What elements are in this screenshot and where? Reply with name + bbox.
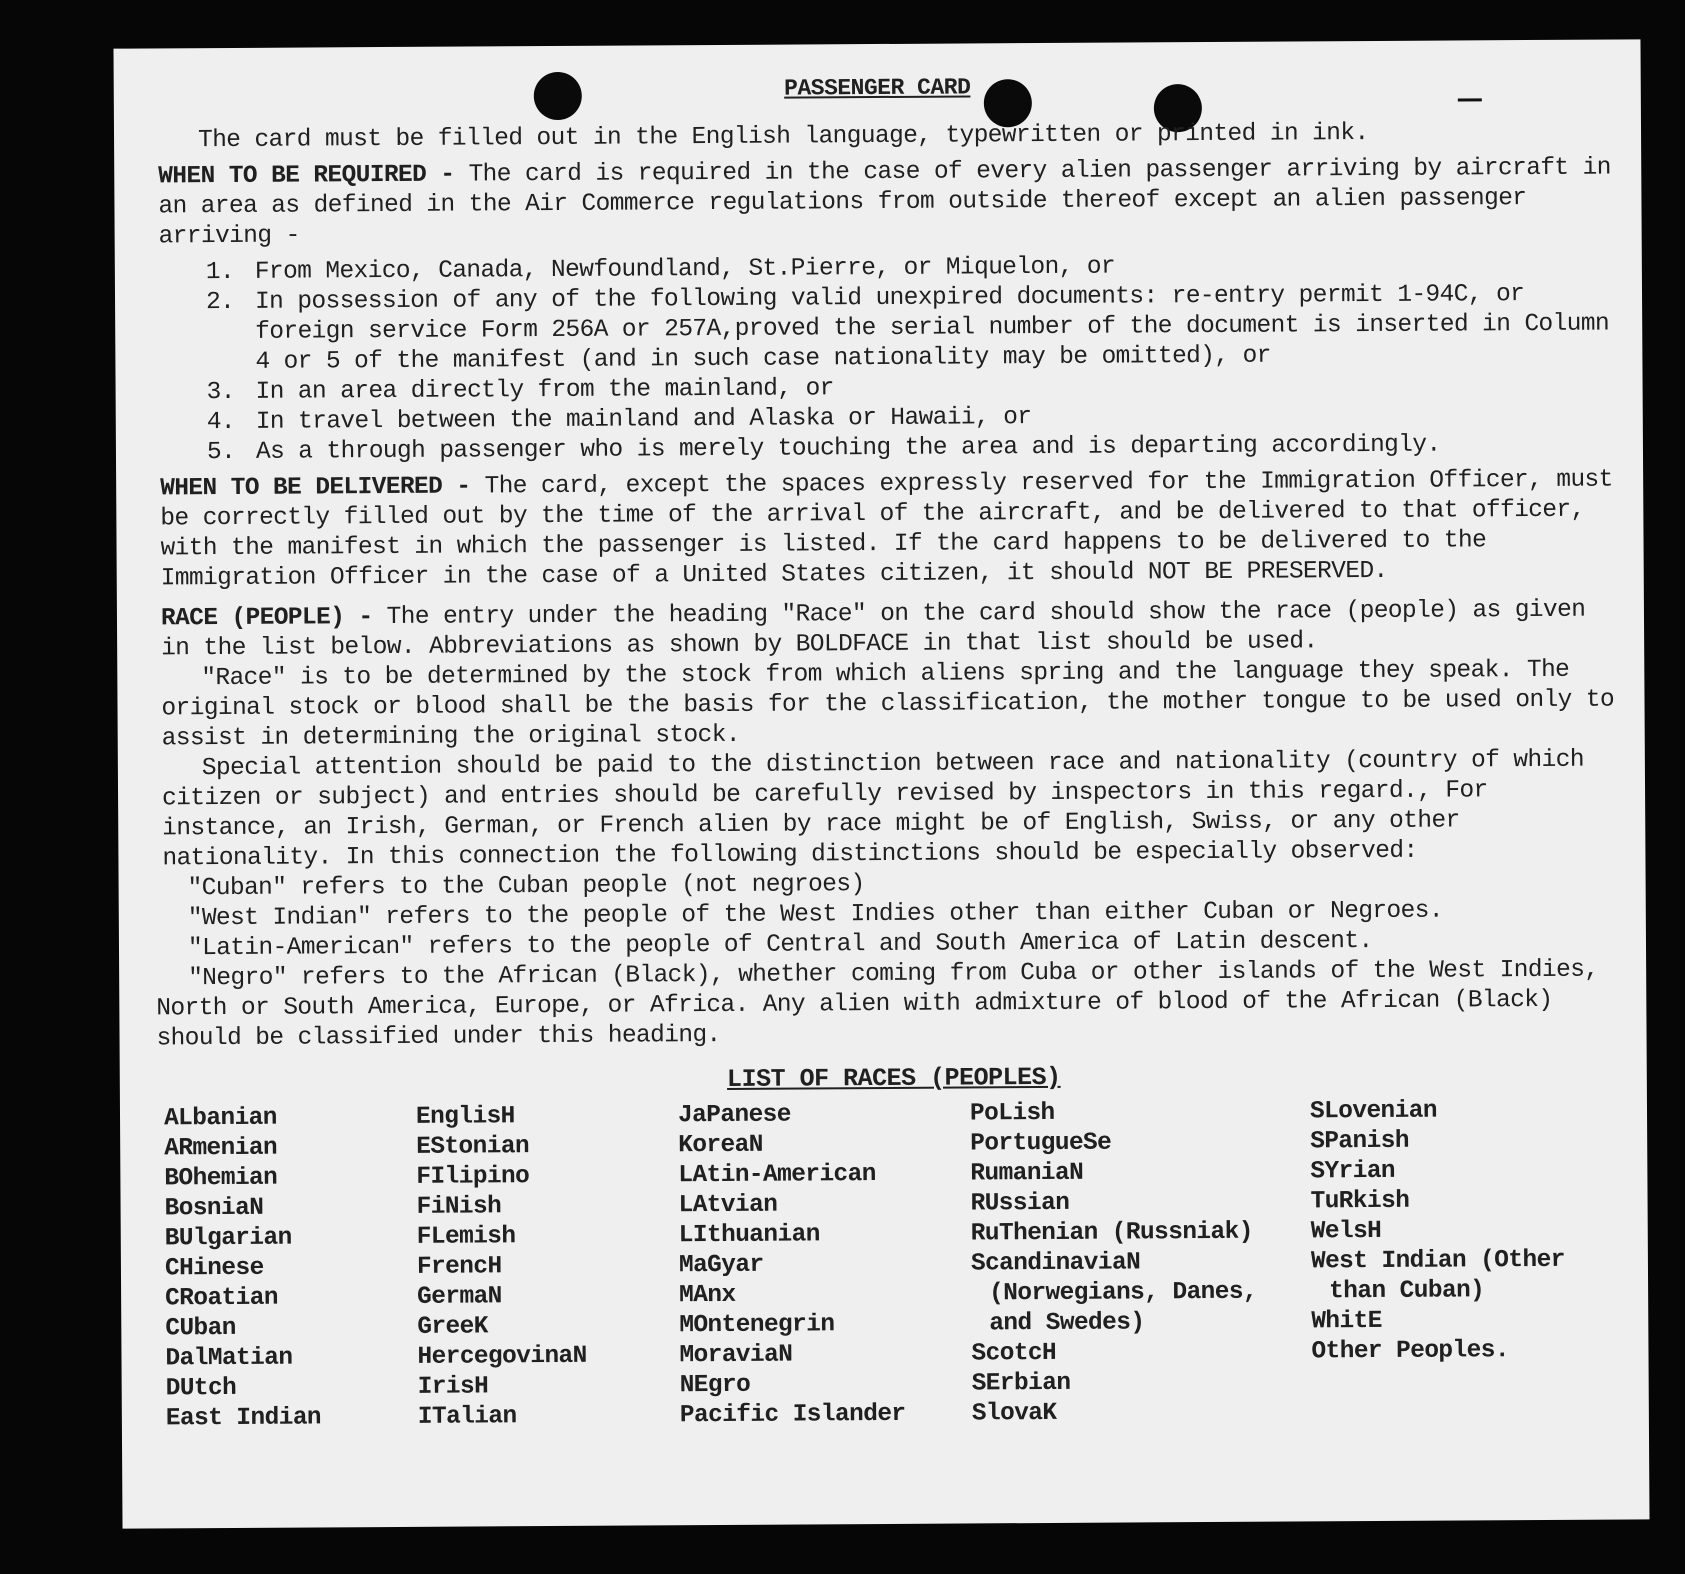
- list-item: SLovenian: [1309, 1097, 1438, 1126]
- definition-west-indian: "West Indian" refers to the people of the West Indies other than either Cuban or Negroes.: [187, 897, 1443, 933]
- list-item: MAnx: [679, 1281, 736, 1310]
- list-item: SErbian: [971, 1369, 1071, 1398]
- list-item: RumaniaN: [970, 1159, 1084, 1188]
- race-column-3: [678, 1099, 972, 1431]
- list-item: FIlipino: [416, 1163, 530, 1191]
- list-item: FrencH: [416, 1253, 502, 1281]
- list-item: EStonian: [416, 1133, 530, 1161]
- race-list: [164, 1095, 1626, 1434]
- list-item: GreeK: [417, 1313, 488, 1341]
- list-item: WhitE: [1311, 1307, 1382, 1336]
- list-item: IrisH: [417, 1373, 489, 1401]
- list-item: WelsH: [1310, 1217, 1382, 1246]
- list-item: HercegovinaN: [417, 1342, 587, 1371]
- list-item: GermaN: [417, 1283, 502, 1311]
- delivered-text: The card, except the spaces expressly reserved for the Immigration Officer, must be correctly filled out by the time of the arrival of the aircraft, and be delivered to that officer, with the manifest in which the passenger is listed. If the card happens to be delivered to the Immigration Officer in the case of a United States citizen, it should NOT BE PRESERVED.: [160, 466, 1613, 593]
- list-item: ARmenian: [164, 1134, 278, 1163]
- race-heading: RACE (PEOPLE) -: [160, 604, 373, 633]
- card-body: [158, 117, 1626, 1434]
- intro-text: The card must be filled out in the English language, typewritten or printed in ink.: [197, 120, 1369, 155]
- list-item: SPanish: [1310, 1127, 1409, 1156]
- list-item: ALbanian: [163, 1104, 277, 1133]
- list-item: SlovaK: [971, 1399, 1057, 1428]
- required-heading: WHEN TO BE REQUIRED -: [158, 161, 455, 191]
- race-column-4: [970, 1097, 1312, 1429]
- list-item: TuRkish: [1310, 1187, 1410, 1216]
- list-item: FLemish: [416, 1223, 516, 1251]
- required-text: The card is required in the case of every alien passenger arriving by aircraft in an area as defined in the Air Commerce regulations from outside thereof except an alien passenger arriving -: [158, 154, 1611, 251]
- list-item: CRoatian: [165, 1284, 279, 1313]
- list-item: East Indian: [165, 1404, 322, 1433]
- race-para-3: Special attention should be paid to the distinction between race and nationality (country of which citizen or subject) and entries should be carefully revised by inspectors in this regard., For instance, an Irish, German, or French alien by race might be of English, Swiss, or any other nationality. In this connection the following distinctions should be especially observed:: [161, 746, 1584, 873]
- list-item: Pacific Islander: [679, 1400, 906, 1430]
- list-item: Other Peoples.: [1311, 1337, 1509, 1366]
- required-section: [158, 153, 1619, 252]
- race-column-1: [164, 1103, 418, 1435]
- list-item: JaPanese: [677, 1101, 791, 1130]
- list-item: BosniaN: [164, 1194, 264, 1223]
- list-item: ScandinaviaN (Norwegians, Danes, and Swedes): [970, 1249, 1258, 1338]
- list-item: KoreaN: [678, 1131, 763, 1160]
- list-item: ITalian: [417, 1403, 517, 1431]
- list-item: LIthuanian: [678, 1221, 820, 1250]
- list-item: NEgro: [679, 1371, 751, 1400]
- list-item: DUtch: [165, 1374, 237, 1403]
- exception-list: [159, 249, 1620, 468]
- list-item: EnglisH: [415, 1103, 515, 1131]
- race-section: [161, 595, 1621, 664]
- list-item: LAtvian: [678, 1191, 778, 1220]
- definition-cuban: "Cuban" refers to the Cuban people (not negroes): [187, 871, 865, 903]
- passenger-card-page: [113, 39, 1649, 1528]
- definition-negro: "Negro" refers to the African (Black), whether coming from Cuba or other islands of the West Indies, North or South America, Europe, or Africa. Any alien with admixture of blood of the African (Black) should be classified under this heading.: [156, 956, 1599, 1053]
- race-list-title: LIST OF RACES (PEOPLES): [726, 1062, 1061, 1094]
- list-item: FiNish: [416, 1193, 502, 1221]
- race-text: The entry under the heading "Race" on the card should show the race (people) as given in the list below. Abbreviations as shown by BOLDFACE in that list should be used.: [161, 596, 1586, 663]
- list-item: 2. In possession of any of the following valid unexpired documents: re-entry permit 1-94C, or foreign service Form 256A or 257A,proved the serial number of the document is inserted in Column 4 or 5 of the manifest (and in such case nationality may be omitted), or: [205, 281, 1610, 376]
- page-title: PASSENGER CARD: [784, 74, 971, 102]
- list-item: LAtin-American: [678, 1161, 876, 1190]
- list-item: CHinese: [164, 1254, 264, 1283]
- list-item: PortugueSe: [970, 1129, 1112, 1158]
- list-item: CUban: [165, 1314, 236, 1343]
- list-item: MOntenegrin: [679, 1311, 835, 1340]
- list-item: 1. From Mexico, Canada, Newfoundland, St.Pierre, or Miquelon, or: [205, 253, 1116, 287]
- list-item: RUssian: [970, 1189, 1070, 1218]
- list-item: MaGyar: [678, 1251, 764, 1280]
- list-item: 5. As a through passenger who is merely touching the area and is departing accordingly.: [206, 431, 1441, 467]
- margin-mark: [1458, 98, 1482, 101]
- race-column-2: [416, 1101, 680, 1433]
- list-item: BUlgarian: [164, 1224, 292, 1253]
- list-item: PoLish: [969, 1099, 1055, 1128]
- list-item: RuThenian (Russniak): [970, 1218, 1253, 1248]
- list-item: BOhemian: [164, 1164, 278, 1193]
- list-item: 3. In an area directly from the mainland, or: [206, 375, 834, 407]
- list-item: West Indian (Other than Cuban): [1310, 1246, 1565, 1306]
- race-para-2: "Race" is to be determined by the stock from which aliens spring and the language they speak. The original stock or blood shall be the basis for the classification, the mother tongue to be used only to assist in determining the original stock.: [161, 656, 1615, 753]
- list-item: MoraviaN: [679, 1341, 793, 1370]
- list-item: ScotcH: [971, 1339, 1057, 1368]
- definition-latin-american: "Latin-American" refers to the people of Central and South America of Latin descent.: [187, 928, 1373, 963]
- list-item: SYrian: [1310, 1157, 1396, 1186]
- delivered-heading: WHEN TO BE DELIVERED -: [160, 473, 471, 503]
- race-column-5: [1310, 1096, 1612, 1428]
- list-item: DalMatian: [165, 1344, 293, 1373]
- delivered-section: [160, 465, 1621, 594]
- list-item: 4. In travel between the mainland and Alaska or Hawaii, or: [206, 404, 1032, 437]
- race-definitions: [156, 865, 1624, 1054]
